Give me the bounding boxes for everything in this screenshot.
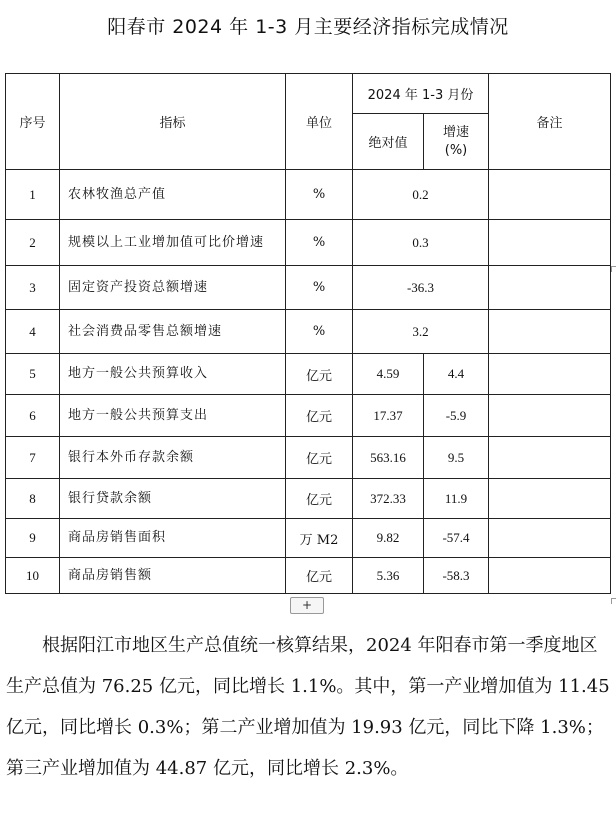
row-indicator: 银行贷款余额 bbox=[60, 479, 286, 519]
row-remark bbox=[489, 395, 611, 437]
row-growth-value: -57.4 bbox=[424, 519, 489, 558]
row-unit: 亿元 bbox=[286, 479, 353, 519]
row-absolute-value: 563.16 bbox=[353, 437, 424, 479]
add-row-button[interactable]: + bbox=[290, 597, 324, 614]
row-merged-value: 0.2 bbox=[353, 170, 489, 220]
table-row bbox=[6, 266, 611, 310]
table-row bbox=[6, 558, 611, 594]
header-indicator: 指标 bbox=[60, 74, 286, 170]
row-merged-value: 0.3 bbox=[353, 220, 489, 266]
row-index: 5 bbox=[6, 354, 60, 395]
row-unit: % bbox=[286, 170, 353, 220]
row-unit: % bbox=[286, 266, 353, 310]
row-absolute-value: 17.37 bbox=[353, 395, 424, 437]
row-remark bbox=[489, 220, 611, 266]
row-unit: 万 M2 bbox=[286, 519, 353, 558]
row-absolute-value: 372.33 bbox=[353, 479, 424, 519]
row-indicator: 商品房销售面积 bbox=[60, 519, 286, 558]
row-unit: 亿元 bbox=[286, 437, 353, 479]
table-header-row bbox=[6, 74, 611, 114]
header-period: 2024 年 1-3 月份 bbox=[353, 74, 489, 114]
table-corner-handle[interactable] bbox=[611, 598, 616, 604]
row-absolute-value: 9.82 bbox=[353, 519, 424, 558]
table-row bbox=[6, 310, 611, 354]
row-merged-value: 3.2 bbox=[353, 310, 489, 354]
row-indicator: 银行本外币存款余额 bbox=[60, 437, 286, 479]
row-growth-value: 9.5 bbox=[424, 437, 489, 479]
row-remark bbox=[489, 519, 611, 558]
row-indicator: 农林牧渔总产值 bbox=[60, 170, 286, 220]
row-remark bbox=[489, 354, 611, 395]
table-row bbox=[6, 479, 611, 519]
table-resize-handle[interactable] bbox=[611, 266, 616, 272]
row-indicator: 社会消费品零售总额增速 bbox=[60, 310, 286, 354]
header-remark: 备注 bbox=[489, 74, 611, 170]
header-growth bbox=[424, 114, 489, 170]
row-index: 7 bbox=[6, 437, 60, 479]
table-row bbox=[6, 519, 611, 558]
row-growth-value: 4.4 bbox=[424, 354, 489, 395]
row-indicator: 固定资产投资总额增速 bbox=[60, 266, 286, 310]
row-growth-value: -5.9 bbox=[424, 395, 489, 437]
indicators-table bbox=[5, 73, 611, 594]
row-index: 6 bbox=[6, 395, 60, 437]
row-unit: % bbox=[286, 220, 353, 266]
row-indicator: 地方一般公共预算收入 bbox=[60, 354, 286, 395]
row-remark bbox=[489, 310, 611, 354]
row-absolute-value: 5.36 bbox=[353, 558, 424, 594]
row-remark bbox=[489, 558, 611, 594]
row-index: 1 bbox=[6, 170, 60, 220]
header-growth-unit: (%) bbox=[444, 142, 468, 158]
row-remark bbox=[489, 479, 611, 519]
row-merged-value: -36.3 bbox=[353, 266, 489, 310]
header-absolute: 绝对值 bbox=[353, 114, 424, 170]
row-unit: % bbox=[286, 310, 353, 354]
row-index: 2 bbox=[6, 220, 60, 266]
row-remark bbox=[489, 266, 611, 310]
row-growth-value: 11.9 bbox=[424, 479, 489, 519]
document-title: 阳春市 2024 年 1-3 月主要经济指标完成情况 bbox=[107, 16, 509, 38]
row-index: 3 bbox=[6, 266, 60, 310]
header-index: 序号 bbox=[6, 74, 60, 170]
table-row bbox=[6, 170, 611, 220]
row-index: 8 bbox=[6, 479, 60, 519]
header-unit: 单位 bbox=[286, 74, 353, 170]
row-remark bbox=[489, 437, 611, 479]
table-row bbox=[6, 220, 611, 266]
table-row bbox=[6, 437, 611, 479]
row-growth-value: -58.3 bbox=[424, 558, 489, 594]
row-indicator: 规模以上工业增加值可比价增速 bbox=[60, 220, 286, 266]
row-unit: 亿元 bbox=[286, 395, 353, 437]
row-absolute-value: 4.59 bbox=[353, 354, 424, 395]
row-unit: 亿元 bbox=[286, 558, 353, 594]
summary-paragraph: 根据阳江市地区生产总值统一核算结果，2024 年阳春市第一季度地区生产总值为 76.25 亿元，同比增长 1.1%。其中，第一产业增加值为 11.45 亿元，同比增长 0.3%；第二产业增加值为 19.93 亿元，同比下降 1.3%；第三产业增加值为 44.87 亿元，同比增长 2.3%。 bbox=[6, 635, 610, 779]
row-remark bbox=[489, 170, 611, 220]
row-index: 4 bbox=[6, 310, 60, 354]
row-indicator: 商品房销售额 bbox=[60, 558, 286, 594]
table-row bbox=[6, 354, 611, 395]
header-growth-label: 增速 bbox=[442, 124, 469, 140]
table-row bbox=[6, 395, 611, 437]
row-index: 9 bbox=[6, 519, 60, 558]
row-index: 10 bbox=[6, 558, 60, 594]
row-indicator: 地方一般公共预算支出 bbox=[60, 395, 286, 437]
row-unit: 亿元 bbox=[286, 354, 353, 395]
